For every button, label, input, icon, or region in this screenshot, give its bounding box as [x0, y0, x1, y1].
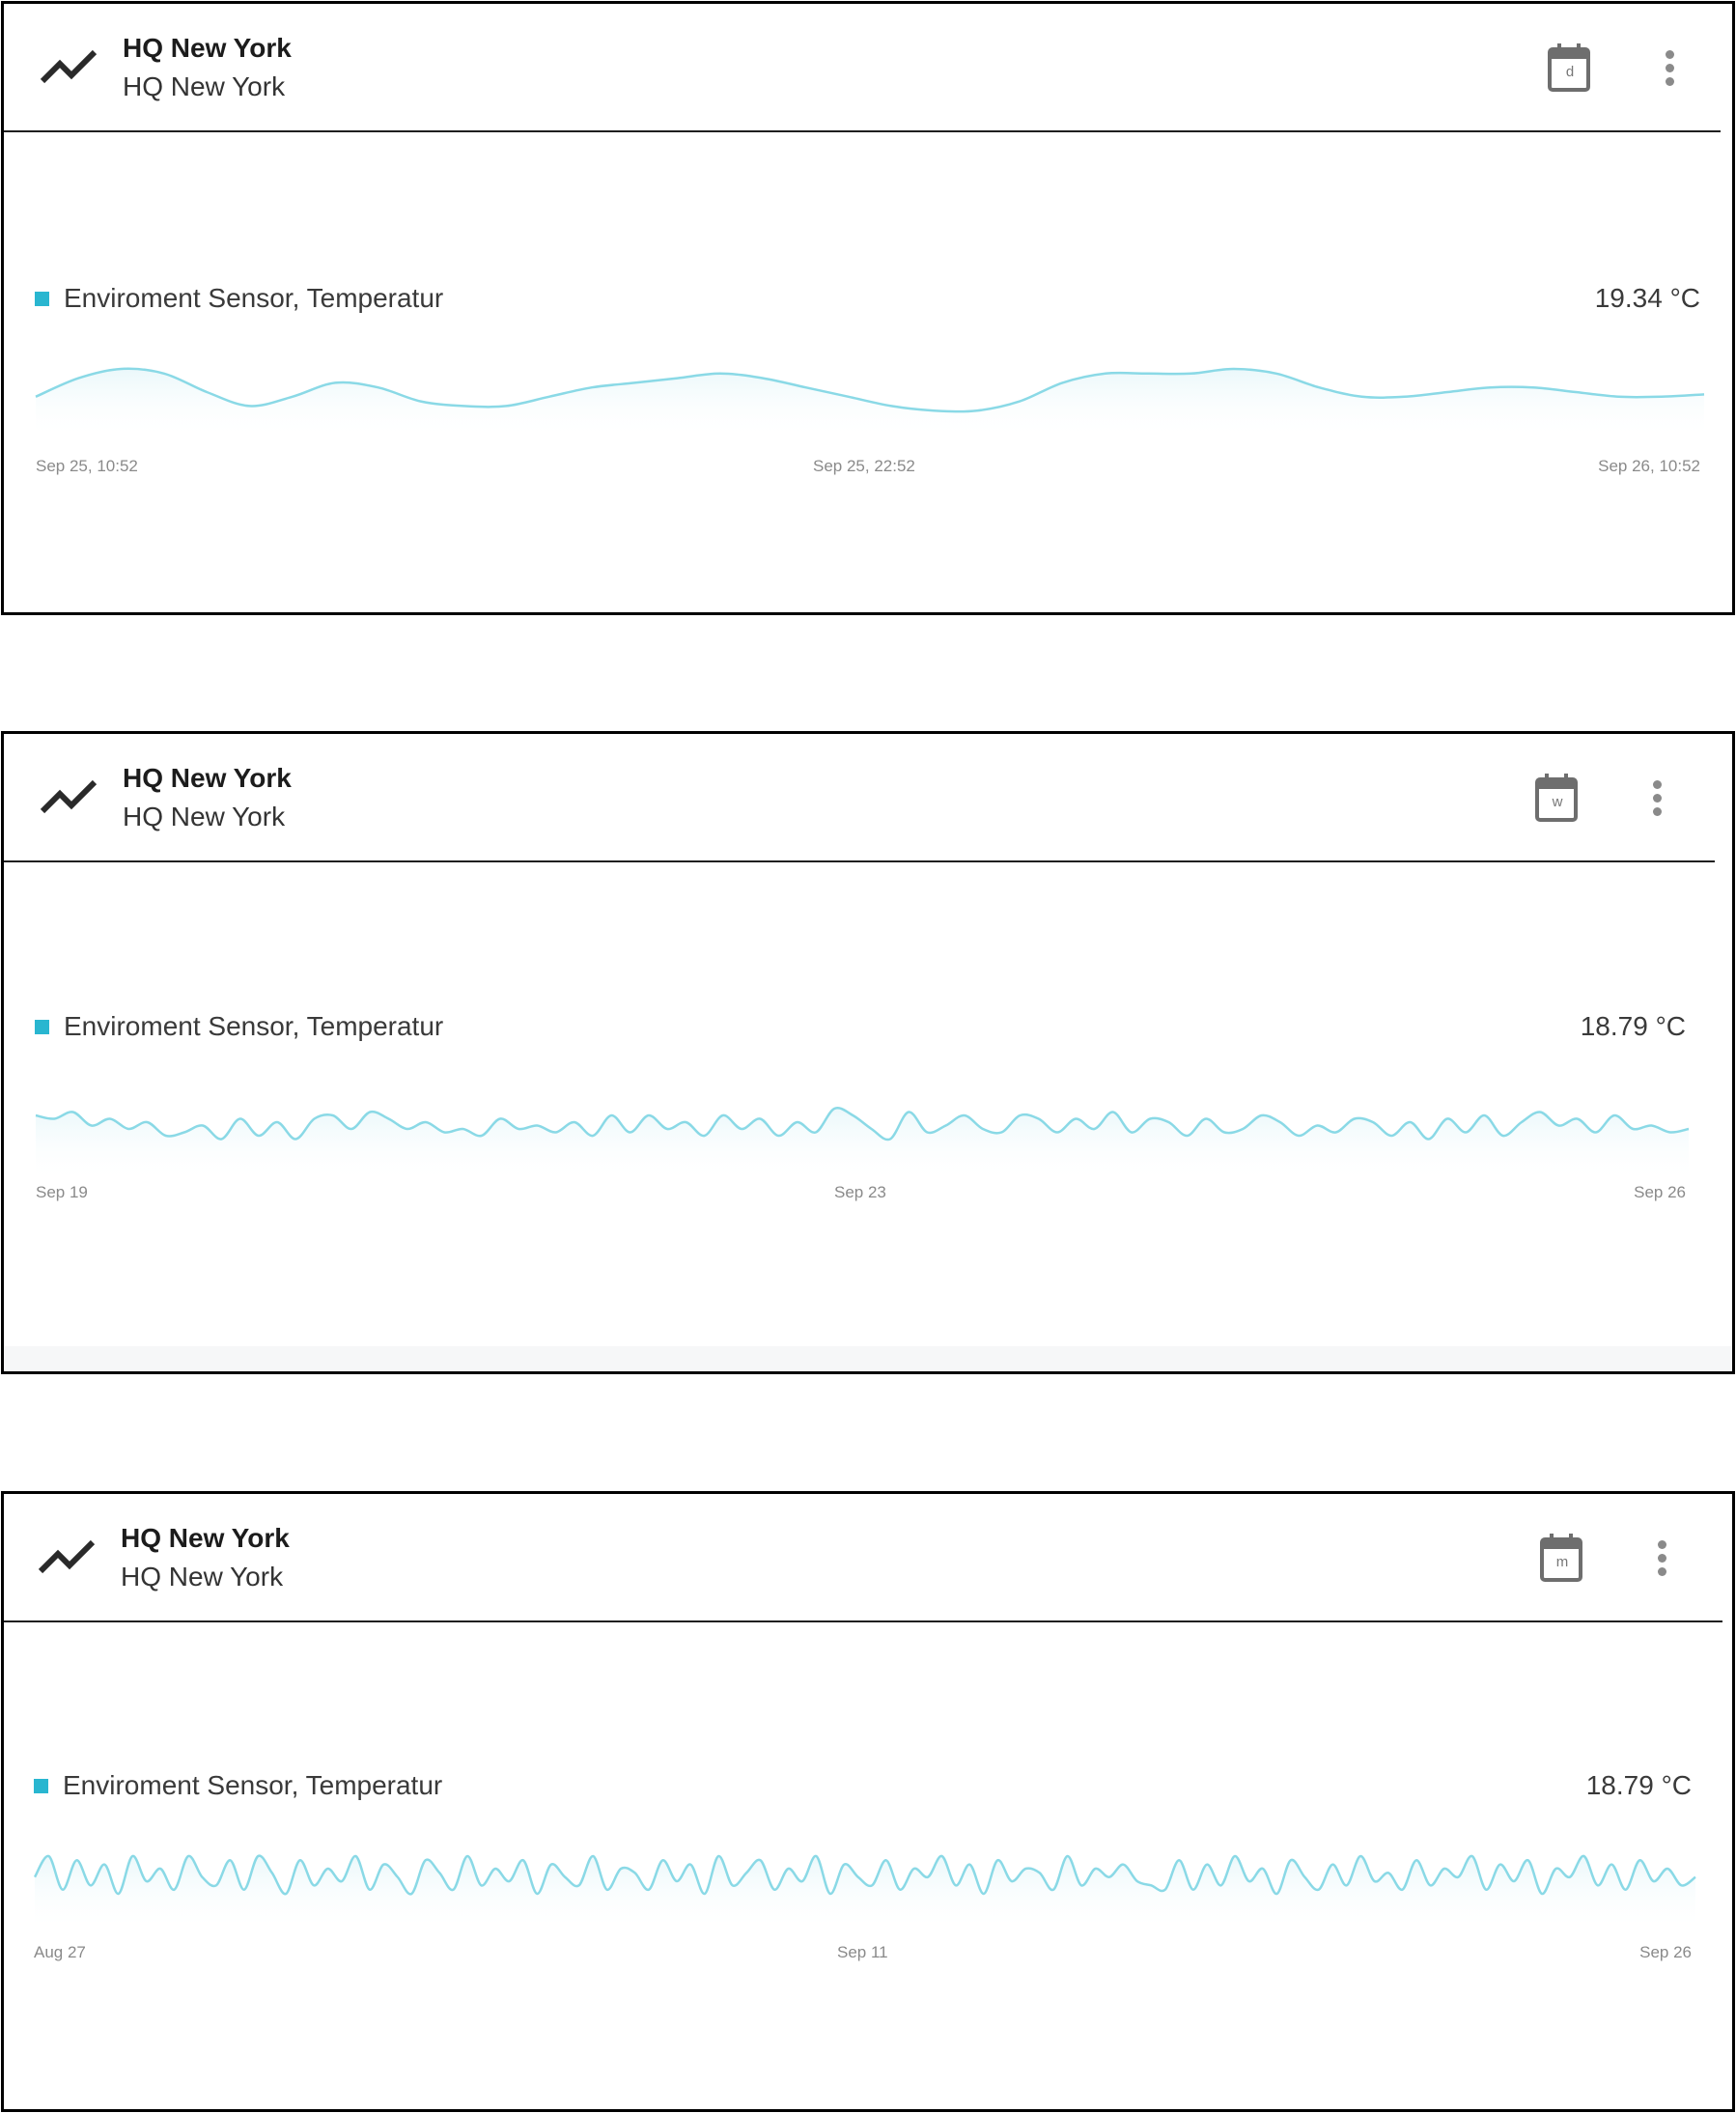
card-footer: [4, 1346, 1732, 1371]
more-vert-icon: [1666, 50, 1674, 59]
card-subtitle: HQ New York: [123, 71, 286, 101]
card-header: [4, 4, 1721, 132]
x-tick-label: Sep 26: [1639, 1943, 1692, 1961]
more-options-button[interactable]: [1638, 771, 1676, 825]
trend-icon: [39, 773, 98, 821]
more-vert-icon-dot: [1653, 807, 1662, 816]
more-options-button[interactable]: [1642, 1531, 1681, 1585]
more-options-button[interactable]: [1650, 41, 1689, 95]
chart-card-day: [1, 1, 1735, 615]
legend-label[interactable]: Enviroment Sensor, Temperatur: [64, 283, 444, 313]
x-tick-label: Sep 26, 10:52: [1598, 457, 1700, 475]
card-header: [4, 1494, 1722, 1622]
temperature-chart[interactable]: [36, 1048, 1689, 1183]
x-tick-label: Sep 19: [36, 1183, 88, 1201]
legend-swatch: [34, 1779, 48, 1793]
legend-label[interactable]: Enviroment Sensor, Temperatur: [64, 1011, 444, 1041]
x-tick-label: Sep 25, 22:52: [813, 457, 915, 475]
chart-card-week: [1, 731, 1735, 1374]
x-tick-label: Sep 25, 10:52: [36, 457, 138, 475]
trend-icon: [37, 1533, 97, 1581]
legend-swatch: [35, 1020, 49, 1034]
card-title: HQ New York: [123, 763, 292, 793]
card-title: HQ New York: [121, 1523, 290, 1553]
more-vert-icon-dot: [1666, 77, 1674, 86]
x-tick-label: Sep 26: [1634, 1183, 1686, 1201]
period-letter: d: [1565, 64, 1575, 80]
current-value: 19.34 °C: [1594, 283, 1700, 313]
period-month-button[interactable]: [1537, 1531, 1587, 1585]
more-vert-icon: [1658, 1540, 1666, 1549]
trend-icon: [39, 42, 98, 91]
card-subtitle: HQ New York: [121, 1562, 284, 1592]
more-vert-icon-dot: [1653, 794, 1662, 803]
card-header: [4, 734, 1715, 862]
more-vert-icon-dot: [1658, 1567, 1666, 1576]
x-tick-label: Aug 27: [34, 1943, 86, 1961]
more-vert-icon-dot: [1658, 1554, 1666, 1563]
more-vert-icon: [1653, 780, 1662, 789]
x-tick-label: Sep 23: [834, 1183, 886, 1201]
series-area: [36, 369, 1704, 438]
period-day-button[interactable]: [1545, 41, 1595, 95]
chart-card-month: [1, 1491, 1735, 2112]
period-letter: w: [1552, 794, 1563, 810]
more-vert-icon-dot: [1666, 64, 1674, 72]
period-letter: m: [1555, 1554, 1569, 1570]
series-area: [36, 1108, 1689, 1183]
legend-swatch: [35, 292, 49, 306]
current-value: 18.79 °C: [1580, 1011, 1686, 1041]
card-title: HQ New York: [123, 33, 292, 63]
temperature-chart[interactable]: [36, 323, 1704, 438]
period-week-button[interactable]: [1532, 771, 1582, 825]
card-subtitle: HQ New York: [123, 802, 286, 831]
current-value: 18.79 °C: [1585, 1770, 1692, 1800]
x-tick-label: Sep 11: [837, 1943, 888, 1961]
legend-label[interactable]: Enviroment Sensor, Temperatur: [63, 1770, 443, 1800]
temperature-chart[interactable]: [35, 1806, 1695, 1931]
